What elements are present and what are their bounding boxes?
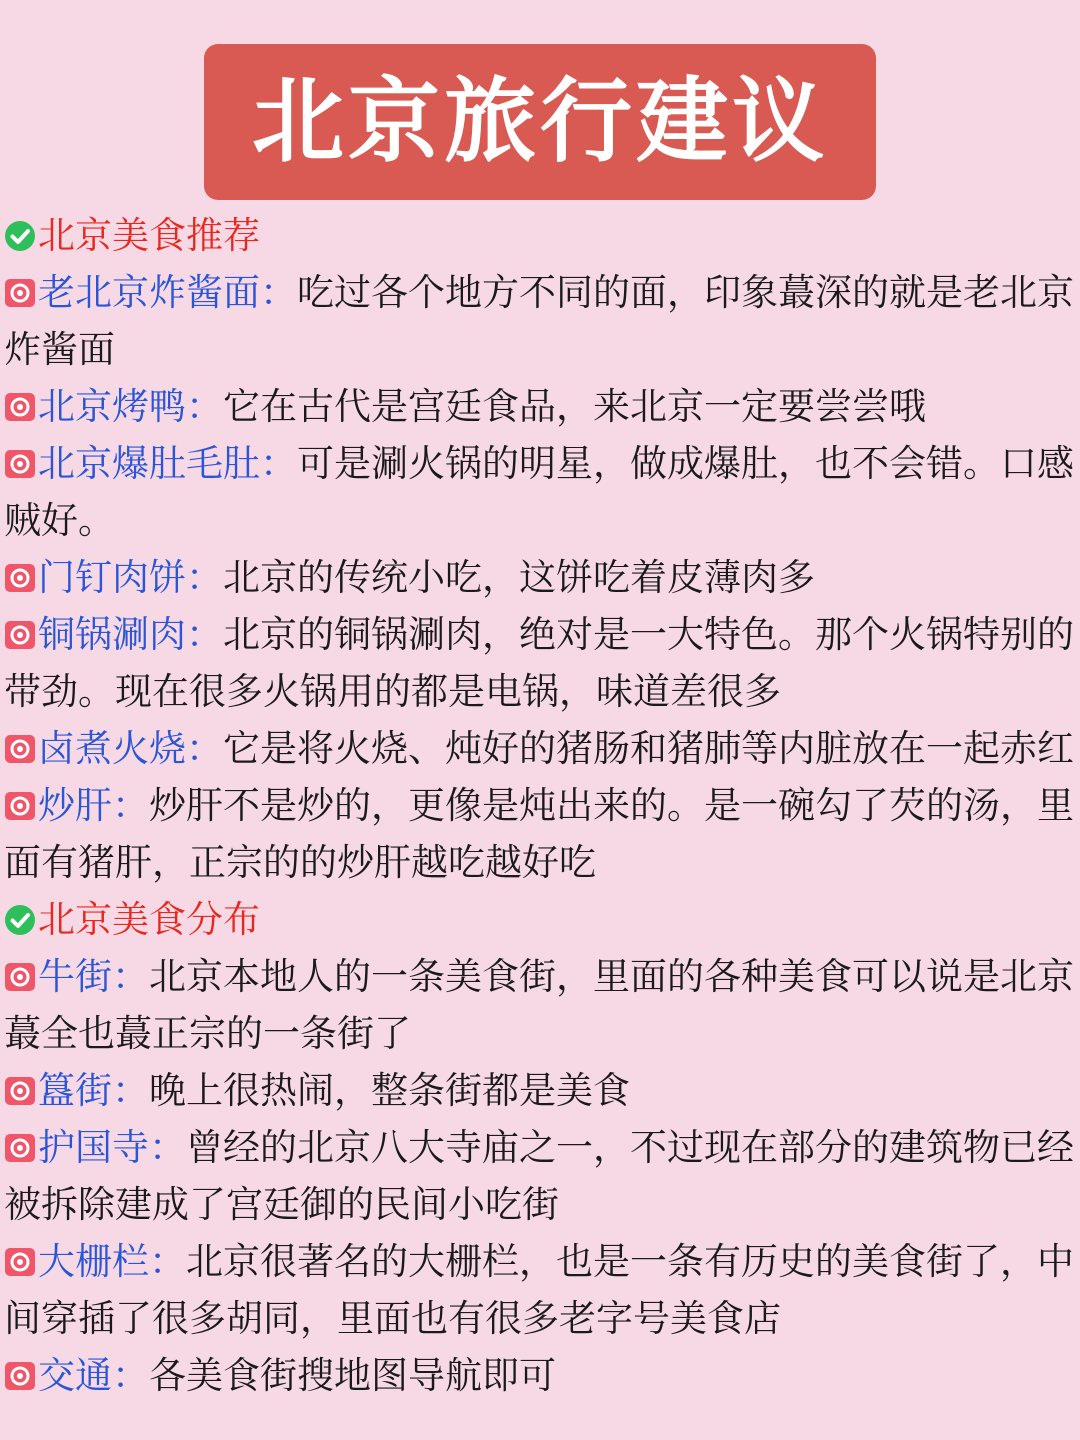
radio-bullet-icon [4, 733, 36, 765]
list-item [4, 1347, 1046, 1404]
item-label: 老北京炸酱面 [38, 271, 260, 314]
item-text: 北京的铜锅涮肉，绝对是一大特色。那个火锅特别的 [223, 613, 1074, 656]
item-text: 炒肝不是炒的，更像是炖出来的。是一碗勾了芡的汤，里 [149, 784, 1074, 827]
list-item [4, 435, 1074, 492]
section-heading [4, 891, 1046, 948]
list-item [4, 720, 1074, 777]
item-colon: ： [112, 955, 149, 998]
item-colon: ： [260, 442, 297, 485]
list-item [4, 777, 1074, 834]
radio-bullet-icon [4, 391, 36, 423]
radio-bullet-icon [4, 277, 36, 309]
item-text: 北京本地人的一条美食街，里面的各种美食可以说是北京 [149, 955, 1074, 998]
item-label: 北京烤鸭 [38, 385, 186, 428]
content-list [4, 207, 1074, 1404]
item-text: 蕞全也蕞正宗的一条街了 [4, 1012, 411, 1055]
item-text: 被拆除建成了宫廷御的民间小吃街 [4, 1183, 559, 1226]
item-label: 门钉肉饼 [38, 556, 186, 599]
list-item-continuation [4, 492, 1046, 549]
radio-bullet-icon [4, 562, 36, 594]
item-colon: ： [149, 1126, 186, 1169]
item-colon: ： [186, 613, 223, 656]
list-item-continuation [4, 834, 1046, 891]
list-item [4, 264, 1074, 321]
list-item [4, 606, 1074, 663]
list-item-continuation [4, 663, 1046, 720]
item-label: 交通 [38, 1354, 112, 1397]
item-text: 吃过各个地方不同的面，印象蕞深的就是老北京 [297, 271, 1074, 314]
list-item-continuation [4, 321, 1046, 378]
item-text: 它在古代是宫廷食品，来北京一定要尝尝哦 [223, 385, 926, 428]
check-circle-icon [4, 904, 36, 936]
item-colon: ： [149, 1240, 186, 1283]
item-colon: ： [186, 556, 223, 599]
radio-bullet-icon [4, 1246, 36, 1278]
item-text: 面有猪肝，正宗的的炒肝越吃越好吃 [4, 841, 596, 884]
list-item [4, 948, 1074, 1005]
check-circle-icon [4, 220, 36, 252]
page-title: 北京旅行建议 [251, 68, 828, 175]
item-text: 各美食街搜地图导航即可 [149, 1354, 556, 1397]
radio-bullet-icon [4, 1075, 36, 1107]
item-colon: ： [186, 727, 223, 770]
item-colon: ： [260, 271, 297, 314]
section-heading [4, 207, 1046, 264]
item-colon: ： [186, 385, 223, 428]
item-text: 贼好。 [4, 499, 115, 542]
list-item [4, 378, 1046, 435]
list-item [4, 549, 1046, 606]
item-text: 它是将火烧、炖好的猪肠和猪肺等内脏放在一起赤红 [223, 727, 1074, 770]
item-text: 间穿插了很多胡同，里面也有很多老字号美食店 [4, 1297, 781, 1340]
radio-bullet-icon [4, 1360, 36, 1392]
list-item-continuation [4, 1005, 1046, 1062]
item-text: 可是涮火锅的明星，做成爆肚，也不会错。口感 [297, 442, 1074, 485]
item-text: 带劲。现在很多火锅用的都是电锅，味道差很多 [4, 670, 781, 713]
item-text: 曾经的北京八大寺庙之一，不过现在部分的建筑物已经 [186, 1126, 1074, 1169]
item-label: 铜锅涮肉 [38, 613, 186, 656]
list-item-continuation [4, 1290, 1046, 1347]
item-label: 簋街 [38, 1069, 112, 1112]
radio-bullet-icon [4, 448, 36, 480]
section-title: 北京美食分布 [38, 898, 260, 941]
title-banner [204, 44, 876, 200]
item-label: 炒肝 [38, 784, 112, 827]
list-item [4, 1062, 1046, 1119]
item-label: 牛街 [38, 955, 112, 998]
radio-bullet-icon [4, 1132, 36, 1164]
item-colon: ： [112, 1069, 149, 1112]
item-label: 护国寺 [38, 1126, 149, 1169]
radio-bullet-icon [4, 790, 36, 822]
item-label: 北京爆肚毛肚 [38, 442, 260, 485]
item-text: 晚上很热闹，整条街都是美食 [149, 1069, 630, 1112]
item-label: 大栅栏 [38, 1240, 149, 1283]
item-colon: ： [112, 784, 149, 827]
item-text: 北京很著名的大栅栏，也是一条有历史的美食街了，中 [186, 1240, 1074, 1283]
section-title: 北京美食推荐 [38, 214, 260, 257]
item-text: 北京的传统小吃，这饼吃着皮薄肉多 [223, 556, 815, 599]
radio-bullet-icon [4, 619, 36, 651]
list-item-continuation [4, 1176, 1046, 1233]
radio-bullet-icon [4, 961, 36, 993]
list-item [4, 1233, 1074, 1290]
item-label: 卤煮火烧 [38, 727, 186, 770]
item-colon: ： [112, 1354, 149, 1397]
item-text: 炸酱面 [4, 328, 115, 371]
list-item [4, 1119, 1074, 1176]
